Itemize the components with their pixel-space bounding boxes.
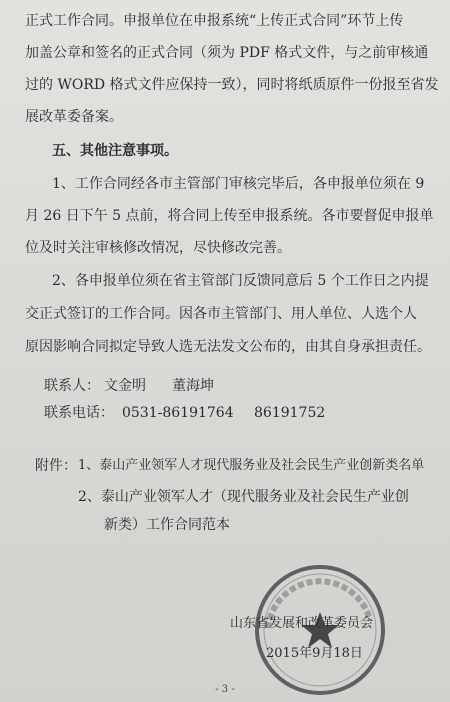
issue-date: 2015年9月18日 xyxy=(266,646,363,661)
attachment-item-2-continued: 新类）工作合同范本 xyxy=(104,517,230,533)
page-number: - 3 - xyxy=(215,684,235,695)
body-text: 交正式签订的工作合同。因各市主管部门、用人单位、人选个人 xyxy=(25,306,417,322)
body-text: 原因影响合同拟定导致人选无法发文公布的，由其自身承担责任。 xyxy=(25,339,431,355)
body-text: 展改革委备案。 xyxy=(25,109,123,125)
attachment-label: 附件： xyxy=(35,458,77,474)
phone-label: 联系电话： xyxy=(44,405,114,421)
phone-number-2: 86191752 xyxy=(254,405,326,421)
contact-label: 联系人： xyxy=(44,378,100,394)
phone-number-1: 0531-86191764 xyxy=(122,405,234,421)
body-text: 1、工作合同经各市主管部门审核完毕后，各申报单位须在 9 xyxy=(52,176,425,192)
contact-person-1: 文金明 xyxy=(104,378,146,394)
section-heading-text: 五、其他注意事项。 xyxy=(52,143,178,159)
issuing-organization: 山东省发展和改革委员会 xyxy=(230,616,374,631)
attachment-item-2: 2、泰山产业领军人才（现代服务业及社会民生产业创 xyxy=(78,489,409,505)
contact-person-2: 董海坤 xyxy=(172,378,214,394)
attachment-item-1: 1、泰山产业领军人才现代服务业及社会民生产业创新类名单 xyxy=(78,458,425,473)
body-text: 2、各申报单位须在省主管部门反馈同意后 5 个工作日之内提 xyxy=(52,273,429,289)
body-text: 正式工作合同。申报单位在申报系统“上传正式合同”环节上传 xyxy=(25,13,404,29)
body-text: 加盖公章和签名的正式合同（须为 PDF 格式文件，与之前审核通 xyxy=(25,45,429,61)
body-text: 过的 WORD 格式文件应保持一致），同时将纸质原件一份报至省发 xyxy=(25,77,439,93)
body-text: 位及时关注审核修改情况，尽快修改完善。 xyxy=(25,240,291,256)
body-text: 月 26 日下午 5 点前，将合同上传至申报系统。各市要督促申报单 xyxy=(25,208,434,224)
